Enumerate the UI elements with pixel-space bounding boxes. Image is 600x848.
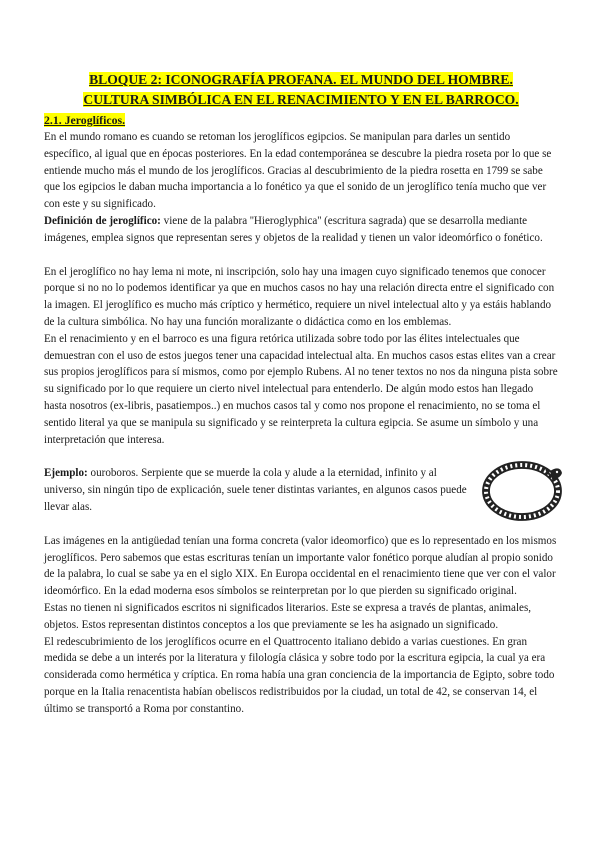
title-line-2: CULTURA SIMBÓLICA EN EL RENACIMIENTO Y EN EL BARROCO. xyxy=(83,92,519,107)
section-heading-text: 2.1. Jeroglíficos. xyxy=(44,113,126,127)
example-block xyxy=(44,465,558,515)
paragraph-renaissance: En el renacimiento y en el barroco es una figura retórica utilizada sobre todo por las élites intelectuales que demuestran con el uso de estos juegos tener una capacidad intelectual alta. En muchos casos estas elites van a crear sus propios jeroglíficos para sí mismos, como por ejemplo Rubens. Al no tener textos no nos da ninguna pista sobre su significado por lo que requiere un cierto nivel intelectual para entenderlo. De algún modo estos han llegado hasta nosotros (ex-libris, pasatiempos..) en muchos casos tal y como nos propone el renacimiento, no se toma el sentido literal ya que se manipula su significado y se reinterpreta la cultura egipcia. Se asume un símbolo y una interpretación que interesa. xyxy=(44,332,558,446)
paragraph-intro: En el mundo romano es cuando se retoman los jeroglíficos egipcios. Se manipulan para darles un sentido específico, al igual que en épocas posteriores. En la edad contemporánea se descubre la piedra roseta por lo que se entiende mucho más el mundo de los jeroglíficos. Gracias al descubrimiento de la piedra rosetta en 1799 se sabe que los egipcios le daban mucha importancia a lo fonético ya que el sonido de un jeroglífico tenía mucho que ver con este y su significado. xyxy=(44,131,552,211)
definition-label: Definición de jeroglífico: xyxy=(44,214,161,227)
ouroboros-icon xyxy=(480,457,564,523)
paragraph-definition xyxy=(44,213,558,247)
document-title xyxy=(44,70,558,110)
document-page xyxy=(44,70,558,718)
title-line-1: BLOQUE 2: ICONOGRAFÍA PROFANA. EL MUNDO DEL HOMBRE. xyxy=(89,72,513,87)
example-text: ouroboros. Serpiente que se muerde la cola y alude a la eternidad, infinito y al universo, sin ningún tipo de explicación, suele tener distintas variantes, en algunos casos puede llevar alas. xyxy=(44,467,467,513)
section-heading xyxy=(44,112,558,129)
paragraph-example xyxy=(44,465,474,515)
spacer xyxy=(44,247,558,264)
paragraph-rediscovery: El redescubrimiento de los jeroglíficos ocurre en el Quattrocento italiano debido a varias cuestiones. En gran medida se debe a un interés por la literatura y filología clásica y sobre todo por la escritura egipcia, la cual ya era considerada como hermética y críptica. En roma había una gran conciencia de la importancia de Egipto, sobre todo porque en la Italia renacentista habían obeliscos redistribuidos por la ciudad, un total de 42, se conservan 14, el último se transportó a Roma por constantino. xyxy=(44,635,555,715)
paragraph-antiquity: Las imágenes en la antigüedad tenían una forma concreta (valor ideomorfico) que es lo representado en los mismos jeroglíficos. Pero sabemos que estas escrituras tenían un importante valor fonético porque aludían al propio sonido de la palabra, lo cual se sabe ya en el siglo XIX. En Europa occidental en el renacimiento tiene que ver con el valor ideomórfico. En la edad moderna esos símbolos se reinterpretan por lo que pierden su significado original. xyxy=(44,534,557,598)
paragraph-no-meanings: Estas no tienen ni significados escritos ni significados literarios. Este se expresa a través de plantas, animales, objetos. Estos representan distintos conceptos a los que previamente se les ha asignado un significado. xyxy=(44,601,532,631)
example-label: Ejemplo: xyxy=(44,467,88,480)
paragraph-no-motto: En el jeroglífico no hay lema ni mote, ni inscripción, solo hay una imagen cuyo significado tenemos que conocer porque si no no lo podemos identificar ya que en muchos casos no hay una relación directa entre el significado con la imagen. El jeroglífico es mucho más críptico y hermético, requiere un nivel intelectual alto y ya estáis hablando de la cultura simbólica. No hay una función moralizante o didáctica como en los emblemas. xyxy=(44,265,555,328)
definition-text: viene de la palabra ''Hieroglyphica'' (escritura sagrada) que se desarrolla mediante imágenes, emplea signos que representan seres y objetos de la realidad y tienen un valor ideomórfico o fonético. xyxy=(44,214,543,244)
